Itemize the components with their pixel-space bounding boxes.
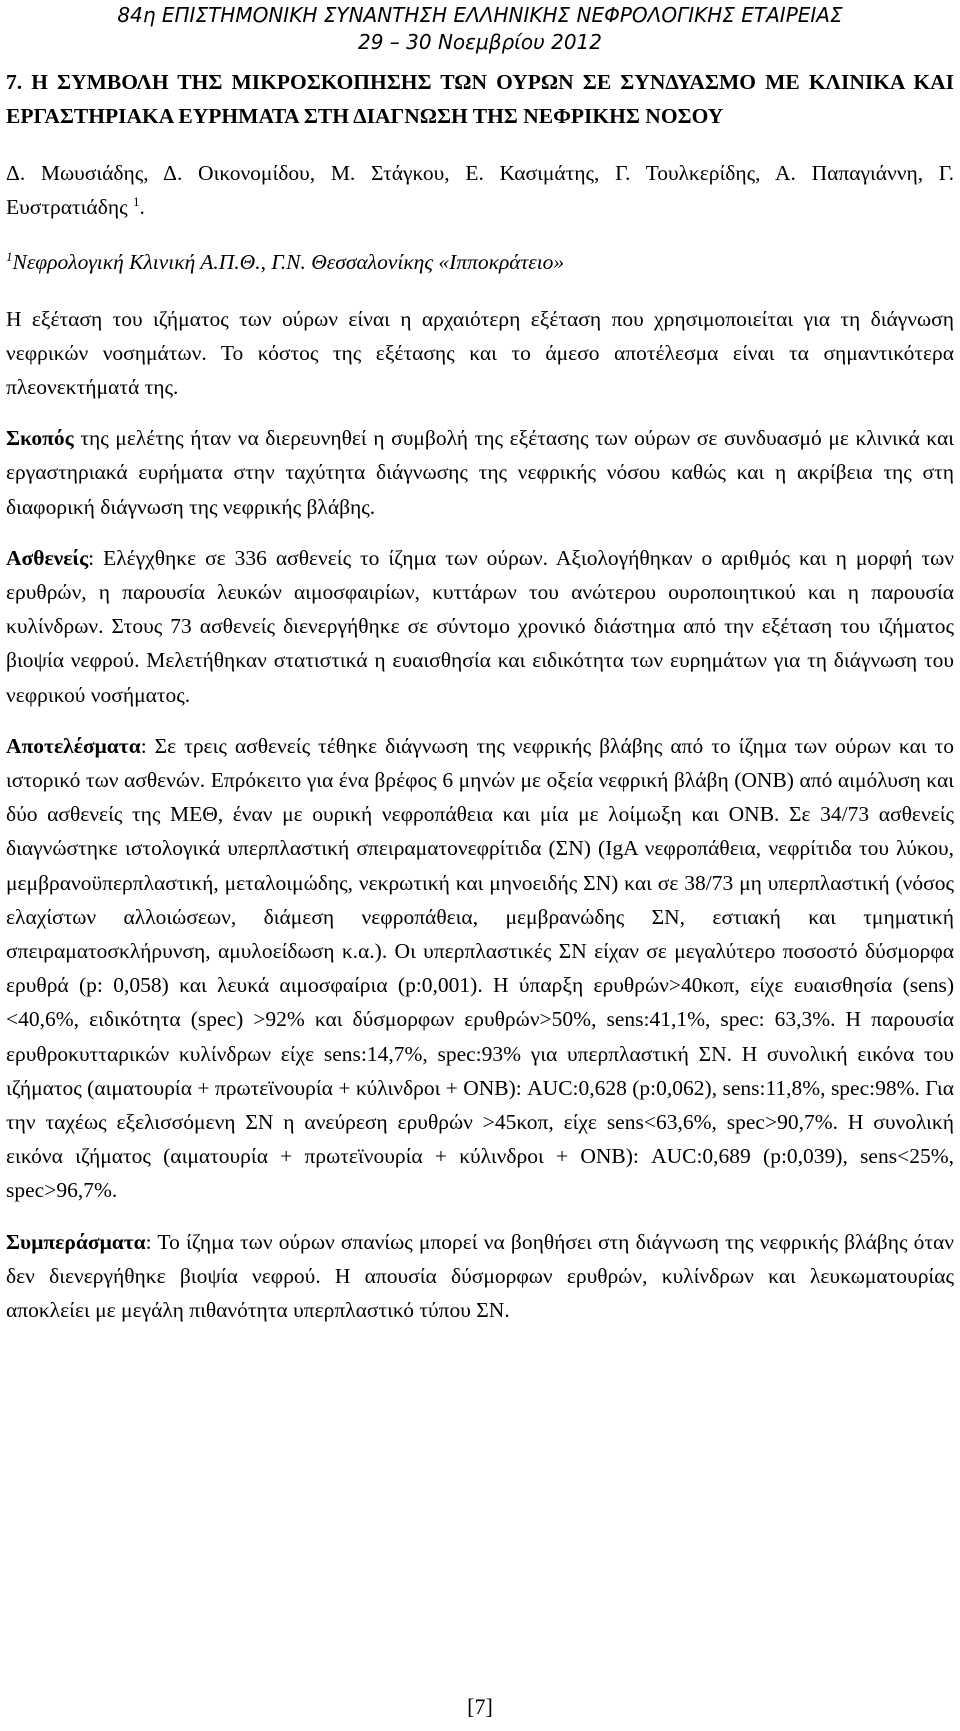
page-number: [7] [467,1694,493,1719]
introduction-paragraph: Η εξέταση του ιζήματος των ούρων είναι η αρχαιότερη εξέταση που χρησιμοποιείται για τη διάγνωση νεφρικών νοσημάτων. Το κόστος της εξέτασης και το άμεσο αποτέλεσμα είναι τα σημαντικότερα πλεονεκτήματά της. [6,306,954,399]
authors-text: Δ. Μωυσιάδης, Δ. Οικονομίδου, Μ. Στάγκου, Ε. Κασιμάτης, Γ. Τουλκερίδης, Α. Παπαγιάννη, Γ. Ευστρατιάδης [6,161,954,219]
conference-header [0,0,960,56]
abstract [6,66,954,1344]
aim-label: Σκοπός [6,426,74,451]
conference-title: 84η ΕΠΙΣΤΗΜΟΝΙΚΗ ΣΥΝΑΝΤΗΣΗ ΕΛΛΗΝΙΚΗΣ ΝΕΦΡΟΛΟΓΙΚΗΣ ΕΤΑΙΡΕΙΑΣ [117,3,843,27]
affiliation-text: Νεφρολογική Κλινική Α.Π.Θ., Γ.Ν. Θεσσαλονίκης «Ιπποκράτειο» [12,250,565,274]
aim-paragraph [6,421,954,524]
aim-text: της μελέτης ήταν να διερευνηθεί η συμβολή της εξέτασης των ούρων σε συνδυασμό με κλινικά και εργαστηριακά ευρήματα στην ταχύτητα διάγνωσης της νεφρικής νόσου καθώς και η ακρίβεια της στη διαφορική διάγνωση της νεφρικής βλάβης. [6,426,954,519]
patients-paragraph [6,541,954,712]
conference-dates: 29 – 30 Νοεμβρίου 2012 [358,30,602,54]
author-affiliation-mark: 1 [132,193,140,209]
affiliation [6,246,954,280]
abstract-title: 7. Η ΣΥΜΒΟΛΗ ΤΗΣ ΜΙΚΡΟΣΚΟΠΗΣΗΣ ΤΩΝ ΟΥΡΩΝ ΣΕ ΣΥΝΔΥΑΣΜΟ ΜΕ ΚΛΙΝΙΚΑ ΚΑΙ ΕΡΓΑΣΤΗΡΙΑΚΑ ΕΥΡΗΜΑΤΑ ΣΤΗ ΔΙΑΓΝΩΣΗ ΤΗΣ ΝΕΦΡΙΚΗΣ ΝΟΣΟΥ [6,70,954,128]
results-paragraph [6,729,954,1208]
patients-text: : Ελέγχθηκε σε 336 ασθενείς το ίζημα των ούρων. Αξιολογήθηκαν ο αριθμός και η μορφή των ερυθρών, η παρουσία λευκών αιμοσφαιρίων, κυττάρων του ανώτερου ουροποιητικού και η παρουσία κυλίνδρων. Στους 73 ασθενείς διενεργήθηκε σε σύντομο χρονικό διάστημα από την εξέταση του ιζήματος βιοψία νεφρού. Μελετήθηκαν στατιστικά η ευαισθησία και ειδικότητα των ευρημάτων για τη διάγνωση του νεφρικού νοσήματος. [6,545,954,707]
results-label: Αποτελέσματα [6,733,141,758]
conclusions-label: Συμπεράσματα [6,1229,146,1254]
affiliation-mark: 1 [6,249,13,264]
authors-end: . [139,194,145,219]
author-list [6,157,954,224]
conclusions-text: : Το ίζημα των ούρων σπανίως μπορεί να βοηθήσει στη διάγνωση της νεφρικής βλάβης όταν δεν διενεργήθηκε βιοψία νεφρού. Η απουσία δύσμορφων ερυθρών, κυλίνδρων και λευκωματουρίας αποκλείει με μεγάλη πιθανότητα υπερπλαστικό τύπου ΣΝ. [6,1229,954,1322]
conclusions-paragraph [6,1225,954,1328]
results-text: : Σε τρεις ασθενείς τέθηκε διάγνωση της νεφρικής βλάβης από το ίζημα των ούρων και το ιστορικό των ασθενών. Επρόκειτο για ένα βρέφος 6 μηνών με οξεία νεφρική βλάβη (ΟΝΒ) από αιμόλυση και δύο ασθενείς της ΜΕΘ, έναν με ουρική νεφροπάθεια και μία με λοίμωξη και ΟΝΒ. Σε 34/73 ασθενείς διαγνώστηκε ιστολογικά υπερπλαστική σπειραματονεφρίτιδα (ΣΝ) (IgA νεφροπάθεια, νεφρίτιδα του λύκου, μεμβρανοϋπερπλαστική, μεταλοιμώδης, νεκρωτική και μηνοειδής ΣΝ) και σε 38/73 μη υπερπλαστική (νόσος ελαχίστων αλλοιώσεων, διάμεση νεφροπάθεια, μεμβρανώδης ΣΝ, εστιακή και τμηματική σπειραματοσκλήρυνση, αμυλοείδωση κ.α.). Οι υπερπλαστικές ΣΝ είχαν σε μεγαλύτερο ποσοστό δύσμορφα ερυθρά (p: 0,058) και λευκά αιμοσφαίρια (p:0,001). Η ύπαρξη ερυθρών>40κοπ, είχε ευαισθησία (sens) <40,6%, ειδικότητα (spec) >92% και δύσμορφων ερυθρών>50%, sens:41,1%, spec: 63,3%. Η παρουσία ερυθροκυτταρικών κυλίνδρων είχε sens:14,7%, spec:93% για υπερπλαστική ΣΝ. Η συνολική εικόνα του ιζήματος (αιματουρία + πρωτεϊνουρία + κύλινδροι + ΟΝΒ): AUC:0,628 (p:0,062), sens:11,8%, spec:98%. Για την ταχέως εξελισσόμενη ΣΝ η ανεύρεση ερυθρών >45κοπ, είχε sens<63,6%, spec>90,7%. Η συνολική εικόνα ιζήματος (αιματουρία + πρωτεϊνουρία + κύλινδροι + ΟΝΒ): AUC:0,689 (p:0,039), sens<25%, spec>96,7%. [6,733,954,1203]
patients-label: Ασθενείς [6,545,89,570]
